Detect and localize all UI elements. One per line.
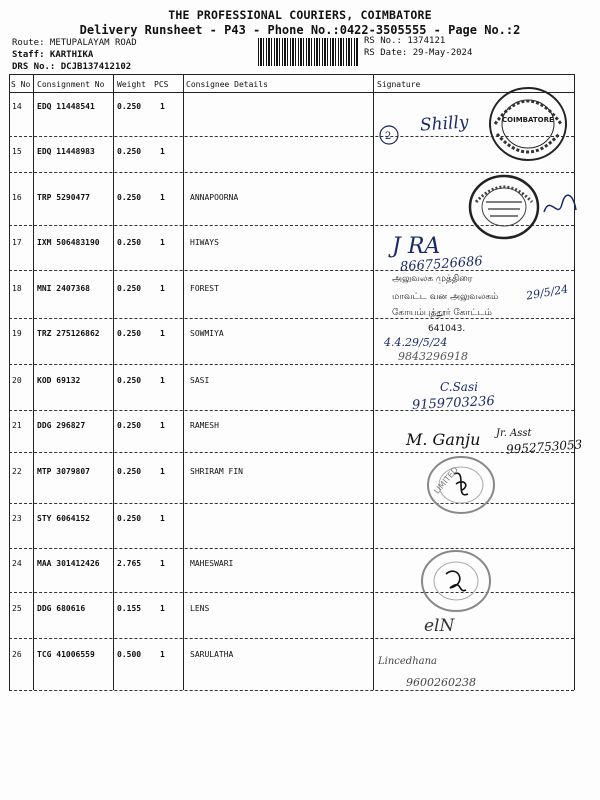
table-row-weight: 0.250 (117, 329, 142, 338)
table-top-line (9, 74, 574, 75)
table-row-consignment: DDG 680616 (37, 604, 86, 613)
table-row-consignee: SARULATHA (190, 650, 234, 659)
table-row-weight: 0.250 (117, 421, 142, 430)
runsheet-subtitle: Delivery Runsheet - P43 - Phone No.:0422-3505555 - Page No.:2 (79, 23, 521, 37)
row-separator (9, 270, 574, 271)
col-divider (373, 74, 374, 690)
table-row-sno: 22 (12, 467, 22, 476)
circled-mark (378, 124, 400, 146)
table-row-pcs: 1 (160, 604, 165, 613)
stamp-text-row22: LIMITED (432, 465, 460, 496)
col-divider (113, 74, 114, 690)
company-seal-stamp (487, 84, 569, 164)
table-row-pcs: 1 (160, 102, 165, 111)
svg-text:2: 2 (385, 131, 392, 142)
round-stamp (466, 172, 542, 242)
table-row-weight: 0.500 (117, 650, 142, 659)
table-row-sno: 20 (12, 376, 22, 385)
company-title: THE PROFESSIONAL COURIERS, COIMBATORE (168, 8, 432, 22)
phone-row19: 9843296918 (398, 350, 468, 363)
table-row-sno: 26 (12, 650, 22, 659)
table-row-weight: 2.765 (117, 559, 142, 568)
table-row-consignment: IXM 506483190 (37, 238, 100, 247)
table-row-weight: 0.250 (117, 376, 142, 385)
table-row-weight: 0.250 (117, 147, 142, 156)
row-separator (9, 690, 574, 691)
table-row-consignment: EDQ 11448541 (37, 102, 95, 111)
seal-city-text: COIMBATORE (502, 116, 554, 124)
table-row-consignee: RAMESH (190, 421, 219, 430)
signature-scribble (540, 192, 580, 222)
table-row-consignment: STY 6064152 (37, 514, 90, 523)
table-row-sno: 21 (12, 421, 22, 430)
table-row-pcs: 1 (160, 284, 165, 293)
table-row-pcs: 1 (160, 193, 165, 202)
table-row-pcs: 1 (160, 559, 165, 568)
phone-row17: 8667526686 (399, 254, 484, 275)
col-header-pcs: PCS (154, 80, 169, 89)
phone-row26: 9600260238 (406, 676, 476, 689)
col-divider (574, 74, 575, 690)
staff-label: Staff: KARTHIKA (12, 50, 94, 60)
table-row-pcs: 1 (160, 376, 165, 385)
table-row-pcs: 1 (160, 421, 165, 430)
table-row-sno: 19 (12, 329, 22, 338)
date-row19: 4.4.29/5/24 (384, 336, 448, 349)
drs-number: DRS No.: DCJB137412102 (12, 62, 132, 72)
table-row-consignment: TRZ 275126862 (37, 329, 100, 338)
date-row18: 29/5/24 (525, 282, 570, 303)
table-row-sno: 18 (12, 284, 22, 293)
signature-row26: Lincedhana (378, 656, 438, 667)
office-stamp-line2: மாவட்ட வன அலுவலகம் (392, 292, 499, 302)
table-row-consignment: TRP 5290477 (37, 193, 90, 202)
table-row-weight: 0.250 (117, 102, 142, 111)
table-row-consignee: SHRIRAM FIN (190, 467, 243, 476)
office-stamp-line4: 641043. (428, 324, 466, 334)
row-separator (9, 364, 574, 365)
table-row-consignee: SASI (190, 376, 210, 385)
row-separator (9, 410, 574, 411)
table-row-pcs: 1 (160, 467, 165, 476)
rs-date: RS Date: 29-May-2024 (364, 48, 473, 58)
table-row-consignee: ANNAPOORNA (190, 193, 239, 202)
col-divider (9, 74, 10, 690)
table-row-sno: 25 (12, 604, 22, 613)
col-divider (33, 74, 34, 690)
table-row-pcs: 1 (160, 147, 165, 156)
table-row-sno: 15 (12, 147, 22, 156)
table-row-pcs: 1 (160, 514, 165, 523)
table-row-weight: 0.250 (117, 284, 142, 293)
signature-row25: elN (424, 616, 455, 636)
office-stamp-line1: அலுவலக முத்திரை (392, 274, 473, 284)
table-row-weight: 0.250 (117, 193, 142, 202)
col-header-consignee: Consignee Details (186, 80, 268, 89)
title-row21: Jr. Asst (496, 428, 532, 439)
table-row-sno: 24 (12, 559, 22, 568)
table-row-consignment: DDG 296827 (37, 421, 86, 430)
col-header-consignment: Consignment No (37, 80, 105, 89)
table-row-weight: 0.155 (117, 604, 142, 613)
round-stamp (418, 548, 494, 614)
office-stamp-line3: கோயம்புத்தூர் கோட்டம் (392, 308, 492, 318)
table-row-consignee: HIWAYS (190, 238, 219, 247)
table-row-consignee: SOWMIYA (190, 329, 224, 338)
signature-row20: C.Sasi (440, 380, 478, 394)
table-row-weight: 0.250 (117, 514, 142, 523)
table-row-pcs: 1 (160, 238, 165, 247)
table-row-consignment: TCG 41006559 (37, 650, 95, 659)
table-row-consignment: EDQ 11448983 (37, 147, 95, 156)
row-separator (9, 452, 574, 453)
table-row-weight: 0.250 (117, 238, 142, 247)
table-row-pcs: 1 (160, 650, 165, 659)
table-row-consignee: MAHESWARI (190, 559, 234, 568)
table-row-sno: 16 (12, 193, 22, 202)
signature-row21: M. Ganju (406, 430, 481, 449)
table-row-consignee: LENS (190, 604, 210, 613)
phone-row20: 9159703236 (411, 393, 496, 414)
barcode (258, 38, 358, 66)
signature-row17: J RA (392, 234, 441, 259)
rs-number: RS No.: 1374121 (364, 36, 446, 46)
table-row-consignment: MAA 301412426 (37, 559, 100, 568)
col-header-weight: Weight (117, 80, 146, 89)
col-header-signature: Signature (377, 80, 421, 89)
table-row-weight: 0.250 (117, 467, 142, 476)
table-row-consignment: MTP 3079807 (37, 467, 90, 476)
table-row-pcs: 1 (160, 329, 165, 338)
phone-row21: 9952753053 (505, 437, 583, 457)
row-separator (9, 638, 574, 639)
table-row-sno: 17 (12, 238, 22, 247)
table-row-consignment: KOD 69132 (37, 376, 81, 385)
table-row-sno: 14 (12, 102, 22, 111)
route-label: Route: METUPALAYAM ROAD (12, 38, 137, 48)
table-row-consignment: MNI 2407368 (37, 284, 90, 293)
col-divider (183, 74, 184, 690)
table-row-consignee: FOREST (190, 284, 219, 293)
col-header-sno: S No (11, 80, 31, 89)
table-row-sno: 23 (12, 514, 22, 523)
signature-row14: Shilly (419, 112, 470, 136)
